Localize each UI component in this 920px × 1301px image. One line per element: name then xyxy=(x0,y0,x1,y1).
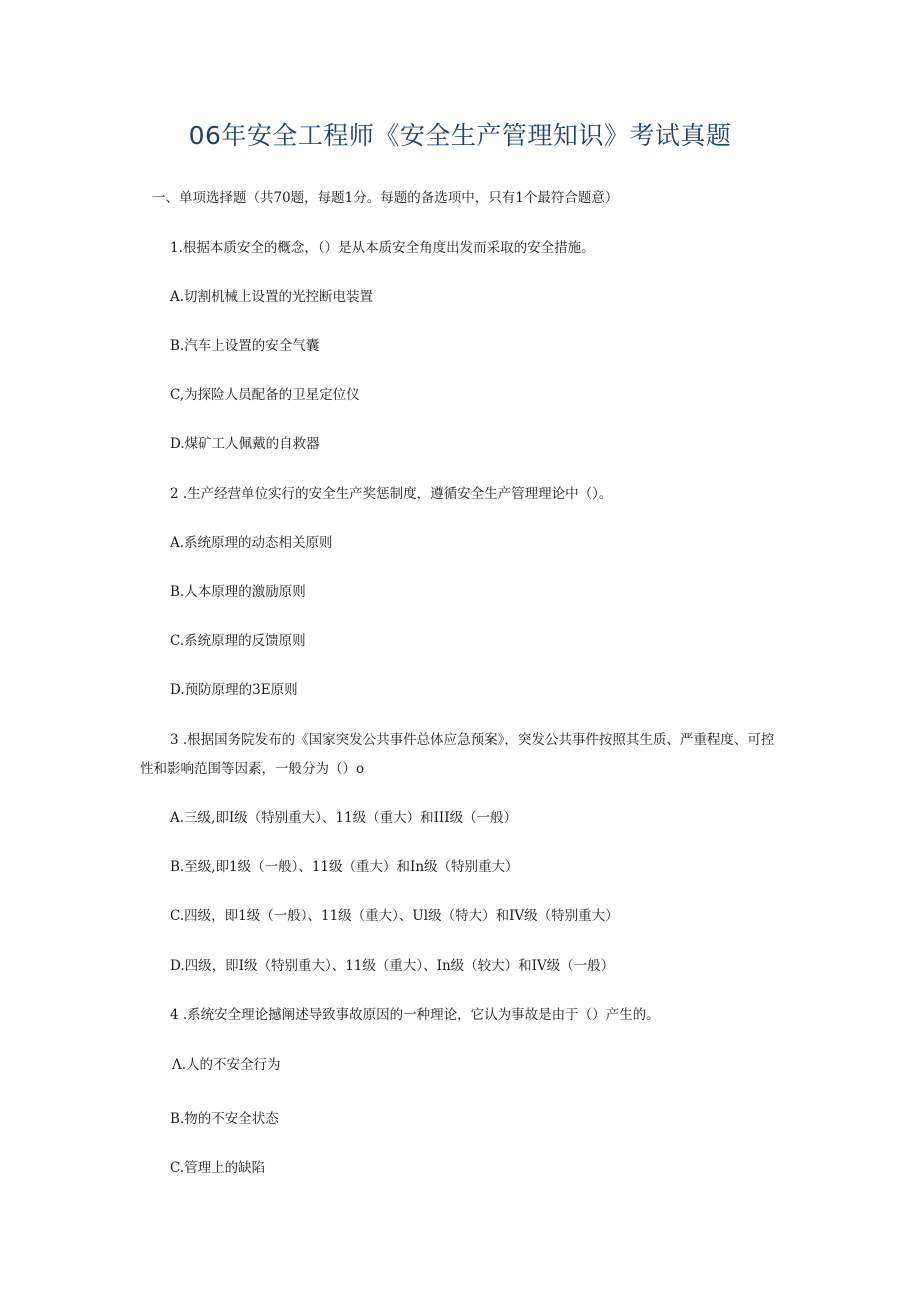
question-2-option-b: B.人本原理的激励原则 xyxy=(170,584,306,600)
question-1-option-c: C,为探险人员配备的卫星定位仪 xyxy=(170,387,360,403)
question-1-option-d: D.煤矿工人佩戴的自救器 xyxy=(170,436,320,452)
question-3-option-c: C.四级，即1级（一般）、11级（重大）、Ul级（特大）和IV级（特别重大） xyxy=(170,908,619,924)
question-4-option-c: C.管理上的缺陷 xyxy=(170,1160,266,1176)
question-3-option-b: B.至级,即1级（一般）、11级（重大）和In级（特别重大） xyxy=(170,859,519,875)
question-1-option-a: A.切割机械上设置的光控断电装置 xyxy=(170,289,374,305)
section-heading: 一、单项选择题（共70题，每题1分。每题的备选项中，只有1个最符合题意） xyxy=(152,190,619,206)
question-3-stem: 3 .根据国务院发布的《国家突发公共事件总体应急预案》，突发公共事件按照其生质、严重程度、可控性和影响范围等因素，一般分为（）o xyxy=(140,732,775,777)
question-1-stem: 1.根据本质安全的概念，（）是从本质安全角度出发而采取的安全措施。 xyxy=(170,240,595,256)
question-2-option-d: D.预防原理的3E原则 xyxy=(170,682,298,698)
question-2-option-c: C.系统原理的反馈原则 xyxy=(170,633,306,649)
question-4-option-b: B.物的不安全状态 xyxy=(170,1111,279,1127)
question-2-stem: 2 .生产经营单位实行的安全生产奖惩制度，遵循安全生产管理理论中（）。 xyxy=(170,486,613,502)
question-3-option-d: D.四级，即I级（特别重大）、11级（重大）、In级（较大）和IV级（一般） xyxy=(170,958,615,974)
question-2-option-a: A.系统原理的动态相关原则 xyxy=(170,535,333,551)
document-title: 06年安全工程师《安全生产管理知识》考试真题 xyxy=(188,121,732,150)
question-1-option-b: B.汽车上设置的安全气囊 xyxy=(170,338,320,354)
question-4-option-a: Λ.人的不安全行为 xyxy=(172,1057,281,1073)
question-3-option-a: A.三级,即I级（特别重大）、11级（重大）和III级（一般） xyxy=(170,810,518,826)
question-4-stem: 4 .系统安全理论撼阐述导致事故原因的一种理论，它认为事故是由于（）产生的。 xyxy=(170,1007,660,1023)
